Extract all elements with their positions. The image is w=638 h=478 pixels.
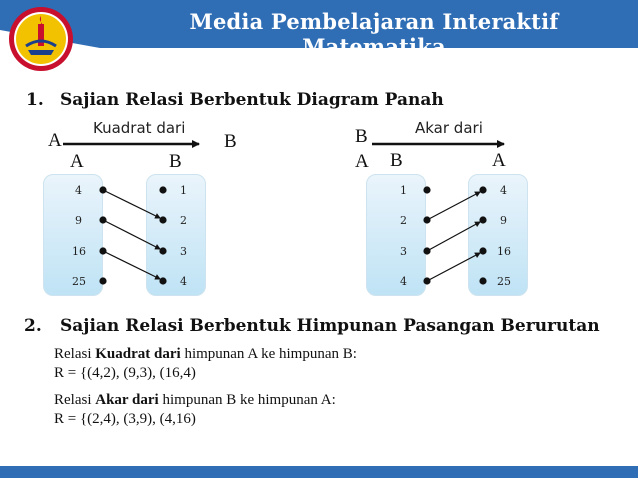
- diagram1-right-item: 2: [180, 214, 187, 227]
- diagram2-right-item: 9: [500, 214, 507, 227]
- diagram1-to-symbol: B: [224, 131, 237, 152]
- diagram2-left-item: 1: [400, 184, 407, 197]
- diagram2-right-item: 25: [497, 275, 511, 288]
- diagram1-left-item: 9: [75, 214, 82, 227]
- relation1-prefix: Relasi: [54, 346, 96, 362]
- relation2-prefix: Relasi: [54, 392, 96, 408]
- diagram1-right-set-name: B: [169, 151, 182, 172]
- diagram1-right-item: 1: [180, 184, 187, 197]
- diagram2-from-symbol: B: [355, 126, 368, 147]
- diagram2-left-set: [366, 174, 426, 296]
- diagram2-left-set-name: B: [390, 150, 403, 171]
- diagram2-right-item: 16: [497, 245, 511, 258]
- diagram1-from-symbol: A: [48, 130, 62, 151]
- relation2-set: R = {(2,4), (3,9), (4,16): [54, 411, 196, 427]
- relation2-suffix: himpunan B ke himpunan A:: [158, 392, 336, 408]
- section-2-heading: [24, 316, 600, 336]
- diagram1-left-item: 16: [72, 245, 86, 258]
- diagram2-relation-label: Akar dari: [415, 119, 483, 137]
- diagram2-left-item: 4: [400, 275, 407, 288]
- diagram1-left-set-name: A: [70, 151, 84, 172]
- footer-bar: [0, 466, 638, 478]
- section-1-heading: [26, 90, 444, 110]
- section-1-number: 1.: [26, 90, 44, 110]
- relation1-set: R = {(4,2), (9,3), (16,4): [54, 365, 196, 381]
- diagram1-right-item: 4: [180, 275, 187, 288]
- diagram1-right-item: 3: [180, 245, 187, 258]
- relation1-suffix: himpunan A ke himpunan B:: [180, 346, 357, 362]
- diagram1-left-item: 25: [72, 275, 86, 288]
- relation1-name: Kuadrat dari: [95, 346, 181, 362]
- relation2-name: Akar dari: [95, 392, 159, 408]
- diagram2-left-item: 2: [400, 214, 407, 227]
- diagram2-right-item: 4: [500, 184, 507, 197]
- relation2-description: [54, 391, 357, 410]
- diagram1-left-item: 4: [75, 184, 82, 197]
- relation1-description: [54, 345, 357, 364]
- section-2-title: Sajian Relasi Berbentuk Himpunan Pasangan Berurutan: [60, 316, 600, 336]
- diagram2-right-set-name: A: [492, 150, 506, 171]
- diagram1-relation-label: Kuadrat dari: [93, 119, 186, 137]
- diagram2-left-item: 3: [400, 245, 407, 258]
- section-1-title: Sajian Relasi Berbentuk Diagram Panah: [60, 90, 444, 110]
- ordered-pairs-text: [54, 345, 357, 429]
- page-title: Media Pembelajaran Interaktif Matematika: [189, 9, 559, 59]
- diagram1-right-set: [146, 174, 206, 296]
- diagram2-to-symbol: A: [355, 151, 369, 172]
- section-2-number: 2.: [24, 316, 42, 336]
- university-logo-icon: [8, 6, 74, 72]
